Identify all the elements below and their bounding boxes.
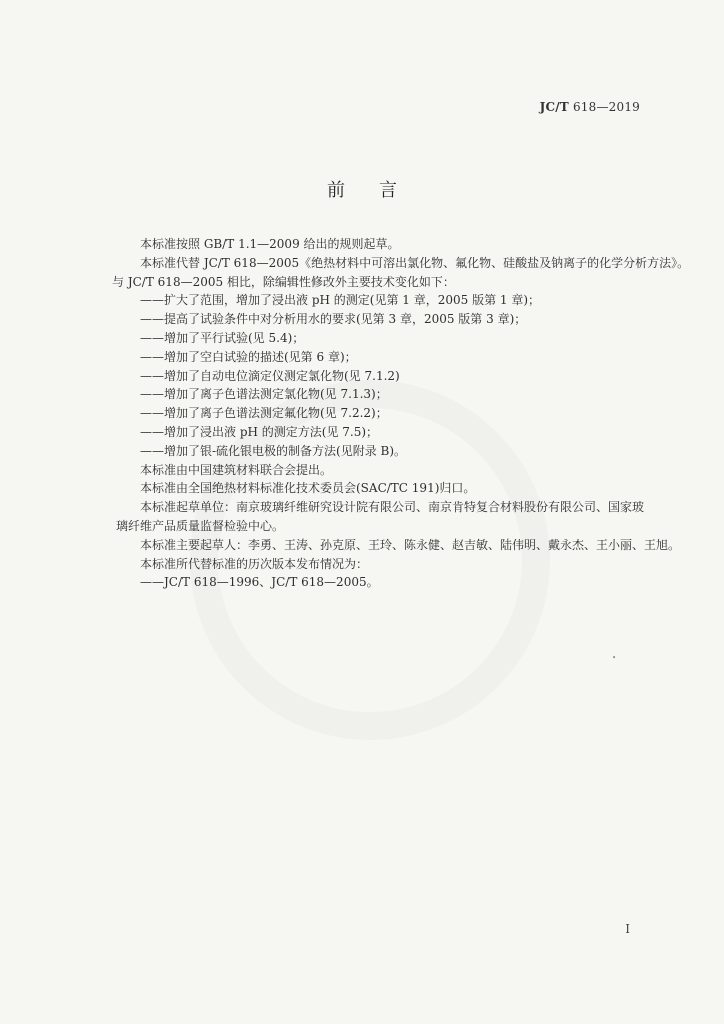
change-item-8: ——增加了浸出液 pH 的测定方法(见 7.5)； [140, 424, 379, 439]
paragraph-history-versions: ——JC/T 618—1996、JC/T 618—2005。 [140, 575, 379, 590]
paragraph-drafters: 本标准主要起草人：李勇、王涛、孙克原、王玲、陈永健、赵吉敏、陆伟明、戴永杰、王小丽、王旭。 [140, 537, 681, 552]
change-item-4: ——增加了空白试验的描述(见第 6 章)； [140, 349, 357, 364]
paragraph-changes-intro: 与 JC/T 618—2005 相比，除编辑性修改外主要技术变化如下： [112, 274, 455, 289]
paragraph-managed-by: 本标准由全国绝热材料标准化技术委员会(SAC/TC 191)归口。 [140, 481, 476, 496]
change-item-9: ——增加了银-硫化银电极的制备方法(见附录 B)。 [140, 443, 407, 458]
page-title: 前言 [327, 180, 431, 201]
paragraph-history-intro: 本标准所代替标准的历次版本发布情况为： [140, 556, 369, 571]
standard-code [540, 100, 640, 114]
paragraph-drafting-units: 本标准起草单位：南京玻璃纤维研究设计院有限公司、南京肯特复合材料股份有限公司、国家玻璃纤维产品质量监督检验中心。 [116, 500, 645, 533]
foreword-body [112, 235, 690, 592]
change-item-7: ——增加了离子色谱法测定氟化物(见 7.2.2)； [140, 406, 388, 421]
standard-code-number: 618—2019 [568, 100, 640, 114]
page-number: I [625, 922, 630, 936]
scan-speck: • [612, 654, 617, 662]
change-item-3: ——增加了平行试验(见 5.4)； [140, 330, 305, 345]
paragraph-proposed-by: 本标准由中国建筑材料联合会提出。 [140, 462, 333, 477]
change-item-2: ——提高了试验条件中对分析用水的要求(见第 3 章，2005 版第 3 章)； [140, 312, 527, 327]
paragraph-replaces: 本标准代替 JC/T 618—2005《绝热材料中可溶出氯化物、氟化物、硅酸盐及钠离子的化学分析方法》。 [140, 255, 690, 270]
change-item-6: ——增加了离子色谱法测定氯化物(见 7.1.3)； [140, 387, 388, 402]
paragraph-drafting-rules: 本标准按照 GB/T 1.1—2009 给出的规则起草。 [140, 237, 400, 251]
change-item-5: ——增加了自动电位滴定仪测定氯化物(见 7.1.2) [140, 368, 400, 383]
standard-code-prefix: JC/T [539, 100, 569, 114]
change-item-1: ——扩大了范围，增加了浸出液 pH 的测定(见第 1 章，2005 版第 1 章)； [140, 293, 541, 308]
